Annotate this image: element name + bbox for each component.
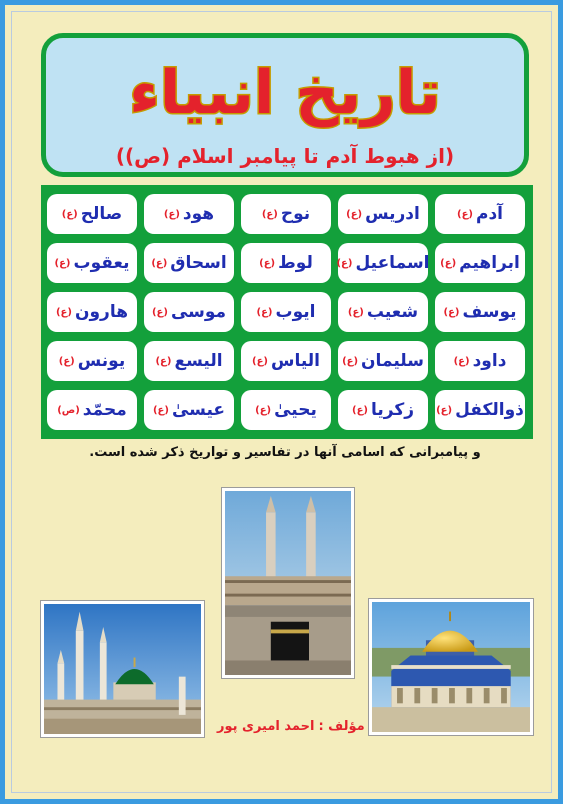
prophet-name-cell bbox=[241, 243, 331, 283]
prophet-name-cell bbox=[144, 194, 234, 234]
honorific-label: (ع) bbox=[261, 208, 278, 220]
prophet-name: شعیب bbox=[366, 302, 419, 322]
honorific-label: (ع) bbox=[155, 355, 172, 367]
author-credit bbox=[217, 719, 365, 734]
honorific-label: (ع) bbox=[342, 355, 359, 367]
prophet-name-cell bbox=[144, 341, 234, 381]
honorific-label: (ع) bbox=[151, 257, 168, 269]
prophet-name: الیسع bbox=[174, 351, 223, 371]
honorific-label: (ع) bbox=[346, 208, 363, 220]
dome-of-the-rock-photo bbox=[369, 599, 533, 735]
prophet-name-cell bbox=[47, 390, 137, 430]
prophet-name-cell bbox=[144, 243, 234, 283]
prophet-name: آدم bbox=[475, 204, 503, 224]
honorific-label: (ع) bbox=[256, 306, 273, 318]
prophet-name: یونس bbox=[77, 351, 126, 371]
honorific-label: (ع) bbox=[163, 208, 180, 220]
prophet-name-cell bbox=[241, 341, 331, 381]
prophet-name: زکریا bbox=[370, 400, 414, 420]
prophet-name: ادریس bbox=[365, 204, 420, 224]
book-subtitle: (از هبوط آدم تا پیامبر اسلام (ص)) bbox=[115, 144, 455, 168]
prophet-name: اسحاق bbox=[170, 253, 227, 273]
green-dome-illustration bbox=[44, 604, 201, 734]
honorific-label: (ع) bbox=[252, 355, 268, 367]
prophet-name: لوط bbox=[278, 253, 313, 273]
prophet-name-cell bbox=[144, 390, 234, 430]
prophet-name-cell bbox=[435, 341, 525, 381]
prophet-name-cell bbox=[338, 292, 428, 332]
prophet-name: ابراهیم bbox=[459, 253, 520, 273]
honorific-label: (ع) bbox=[152, 404, 169, 416]
prophet-name-cell bbox=[435, 390, 525, 430]
prophet-name: ذوالکفل bbox=[455, 400, 524, 420]
honorific-label: (ص) bbox=[57, 404, 80, 416]
author-name: احمد امیری پور bbox=[217, 719, 315, 734]
prophet-name-cell bbox=[241, 390, 331, 430]
book-title: تاریخ انبیاء bbox=[129, 58, 441, 128]
prophet-name: ایوب bbox=[275, 302, 316, 322]
prophet-name: یحییٰ bbox=[274, 400, 317, 420]
prophet-name-cell bbox=[435, 243, 525, 283]
honorific-label: (ع) bbox=[255, 404, 272, 416]
honorific-label: (ع) bbox=[55, 306, 72, 318]
honorific-label: (ع) bbox=[453, 355, 470, 367]
footnote-text: و پیامبرانی که اسامی آنها در تفاسیر و تواریخ ذکر شده است. bbox=[89, 445, 481, 460]
honorific-label: (ع) bbox=[440, 257, 457, 269]
honorific-label: (ع) bbox=[443, 306, 460, 318]
prophet-name: صالح bbox=[80, 204, 123, 224]
kaaba-illustration bbox=[225, 491, 351, 675]
prophet-name-cell bbox=[144, 292, 234, 332]
author-label: مؤلف : bbox=[318, 719, 365, 734]
prophet-name-cell bbox=[47, 194, 137, 234]
prophet-name-cell bbox=[47, 292, 137, 332]
prophet-name: هود bbox=[182, 204, 215, 224]
honorific-label: (ع) bbox=[54, 257, 71, 269]
prophet-name: یوسف bbox=[462, 302, 517, 322]
honorific-label: (ع) bbox=[352, 404, 368, 416]
kaaba-photo bbox=[222, 488, 354, 678]
prophet-name: عیسیٰ bbox=[171, 400, 226, 420]
honorific-label: (ع) bbox=[58, 355, 75, 367]
prophet-name-cell bbox=[338, 341, 428, 381]
prophet-name-cell bbox=[241, 292, 331, 332]
prophet-name-cell bbox=[435, 292, 525, 332]
prophet-name: محمّد bbox=[82, 400, 127, 420]
golden-dome-illustration bbox=[372, 602, 530, 732]
prophet-name: اسماعیل bbox=[355, 253, 430, 273]
prophet-name: موسی bbox=[170, 302, 227, 322]
prophet-name: الیاس bbox=[271, 351, 320, 371]
prophet-name-cell bbox=[241, 194, 331, 234]
prophet-name: داود bbox=[472, 351, 507, 371]
prophet-names-panel bbox=[41, 185, 533, 439]
honorific-label: (ع) bbox=[436, 404, 453, 416]
title-panel bbox=[41, 33, 529, 177]
prophet-name-cell bbox=[338, 390, 428, 430]
prophet-name-cell bbox=[435, 194, 525, 234]
prophet-name: نوح bbox=[280, 204, 311, 224]
prophet-name-cell bbox=[338, 194, 428, 234]
prophet-name: هارون bbox=[74, 302, 129, 322]
honorific-label: (ع) bbox=[151, 306, 168, 318]
prophet-name-cell bbox=[47, 341, 137, 381]
honorific-label: (ع) bbox=[457, 208, 473, 220]
prophet-name-cell bbox=[338, 243, 428, 283]
prophet-name: سلیمان bbox=[361, 351, 424, 371]
honorific-label: (ع) bbox=[336, 257, 353, 269]
honorific-label: (ع) bbox=[259, 257, 276, 269]
prophets-mosque-photo bbox=[41, 601, 204, 737]
honorific-label: (ع) bbox=[347, 306, 364, 318]
honorific-label: (ع) bbox=[61, 208, 78, 220]
prophet-name-cell bbox=[47, 243, 137, 283]
prophet-names-grid bbox=[49, 194, 525, 430]
prophet-name: یعقوب bbox=[73, 253, 130, 273]
